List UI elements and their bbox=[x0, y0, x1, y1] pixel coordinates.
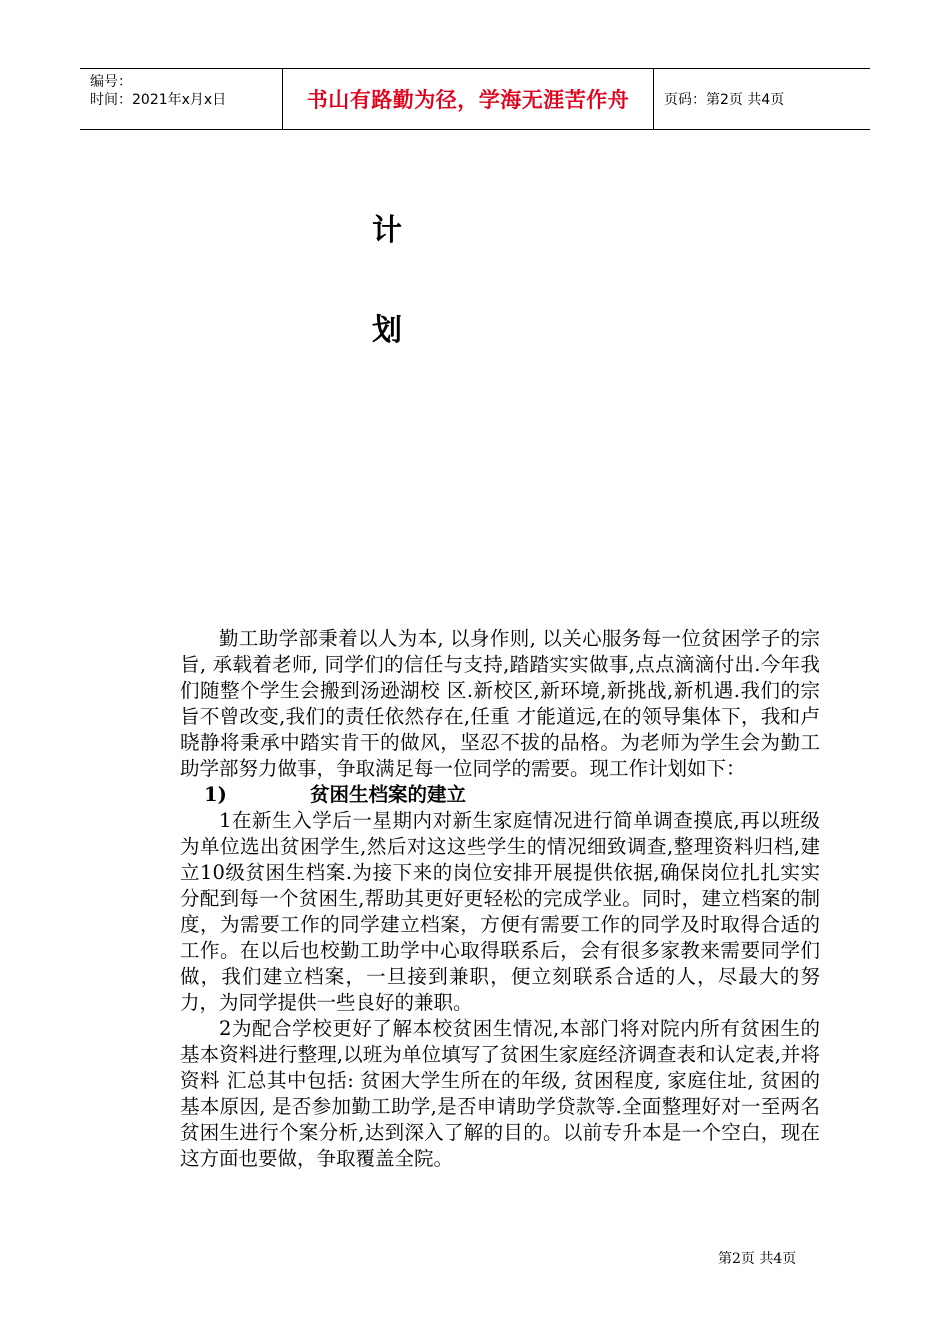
header-number-label: 编号： bbox=[90, 74, 132, 90]
header-motto bbox=[282, 69, 654, 129]
intro-paragraph: 勤工助学部秉着以人为本, 以身作则, 以关心服务每一位贫困学子的宗旨, 承载着老师, 同学们的信任与支持,踏踏实实做事,点点滴滴付出.今年我们随整个学生会搬到汤逊湖校 区.新校区,新环境,新挑战,新机遇.我们的宗旨不曾改变,我们的责任依然存在,任重 才能道远,在的领导集体下，我和卢晓静将秉承中踏实肯干的做风，坚忍不拔的品格。为老师为学生会为勤工助学部努力做事，争取满足每一位同学的需要。现工作计划如下： bbox=[180, 627, 820, 780]
page-footer: 第2页 共4页 bbox=[718, 1251, 797, 1267]
header-page-code-text: 页码：第2页 共4页 bbox=[664, 92, 785, 108]
paragraph-1: 1在新生入学后一星期内对新生家庭情况进行简单调查摸底,再以班级为单位选出贫困学生,然后对这这些学生的情况细致调查,整理资料归档,建立10级贫困生档案.为接下来的岗位安排开展提供依据,确保岗位扎扎实实分配到每一个贫困生,帮助其更好更轻松的完成学业。同时，建立档案的制度，为需要工作的同学建立档案，方便有需要工作的同学及时取得合适的工作。在以后也校勤工助学中心取得联系后，会有很多家教来需要同学们做，我们建立档案，一旦接到兼职，便立刻联系合适的人，尽最大的努力，为同学提供一些良好的兼职。 bbox=[180, 809, 820, 1014]
section-number: 1) bbox=[204, 783, 227, 806]
section-heading bbox=[180, 782, 820, 808]
title-char-2: 划 bbox=[372, 313, 402, 348]
header-page-code bbox=[654, 69, 870, 129]
paragraph-2: 2为配合学校更好了解本校贫困生情况,本部门将对院内所有贫困生的基本资料进行整理,以班为单位填写了贫困生家庭经济调查表和认定表,并将资料 汇总其中包括: 贫困大学生所在的年级, 贫困程度, 家庭住址, 贫困的基本原因, 是否参加勤工助学,是否申请助学贷款等.全面整理好对一至两名贫困生进行个案分析,达到深入了解的目的。以前专升本是一个空白，现在这方面也要做，争取覆盖全院。 bbox=[180, 1017, 820, 1170]
body-text bbox=[180, 626, 820, 1172]
header-meta bbox=[80, 69, 282, 129]
header-time-label: 时间：2021年x月x日 bbox=[90, 92, 227, 108]
section-title: 贫困生档案的建立 bbox=[310, 783, 467, 806]
header-motto-text: 书山有路勤为径，学海无涯苦作舟 bbox=[306, 88, 630, 112]
title-char-1: 计 bbox=[372, 213, 402, 248]
header-table bbox=[80, 68, 870, 130]
